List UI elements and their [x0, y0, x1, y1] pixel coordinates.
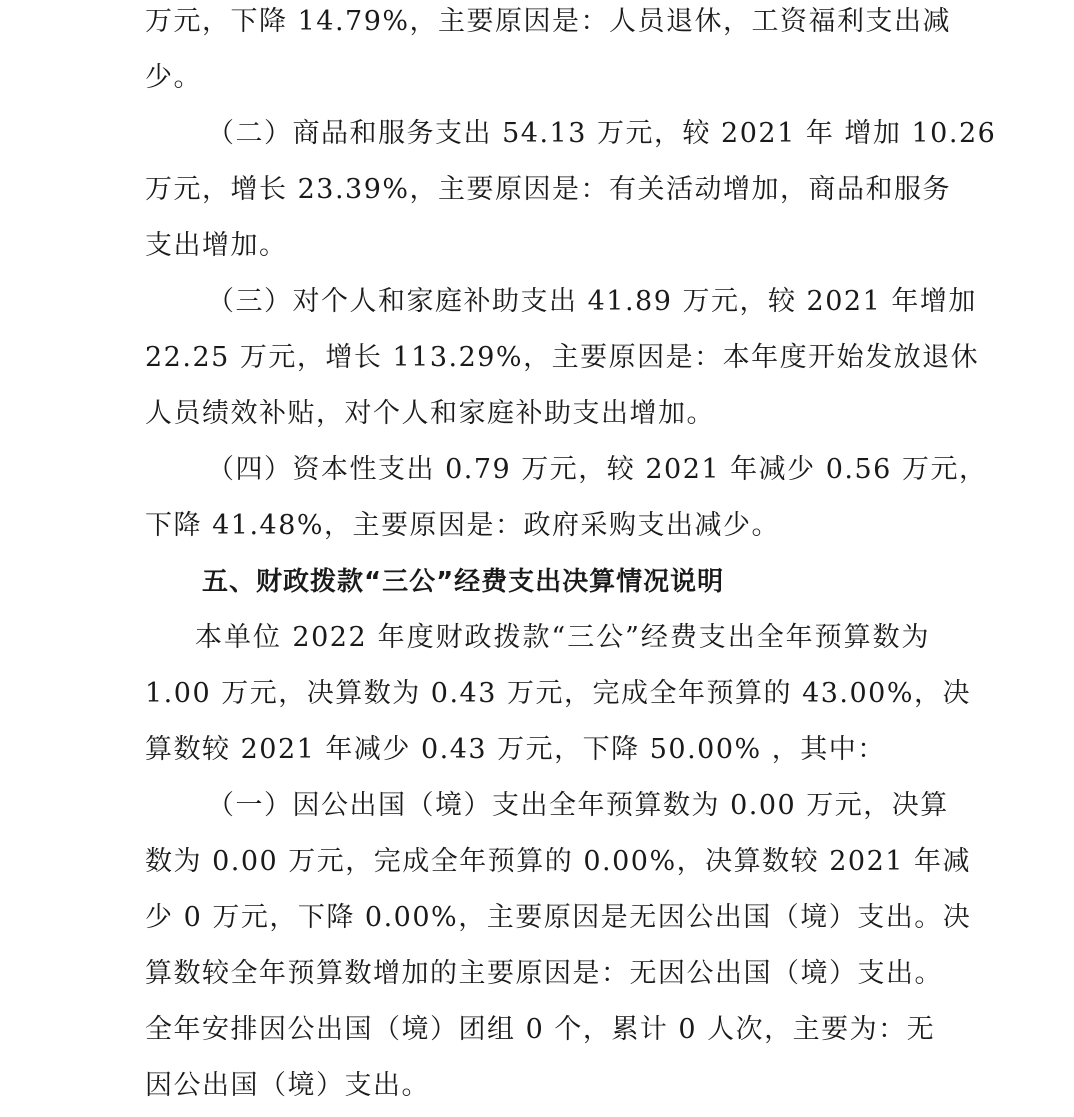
text-line: 少 0 万元，下降 0.00%，主要原因是无因公出国（境）支出。决: [145, 902, 972, 933]
text-line: 万元，下降 14.79%，主要原因是：人员退休，工资福利支出减: [145, 6, 952, 37]
paragraph-3-line: （三）对个人和家庭补助支出 41.89 万元，较 2021 年增加: [207, 286, 977, 317]
paragraph-4-line: （四）资本性支出 0.79 万元，较 2021 年减少 0.56 万元，: [207, 454, 988, 485]
text-line: 算数较 2021 年减少 0.43 万元，下降 50.00% ，其中：: [145, 734, 886, 765]
text-line: 数为 0.00 万元，完成全年预算的 0.00%，决算数较 2021 年减: [145, 846, 972, 877]
text-line: 22.25 万元，增长 113.29%，主要原因是：本年度开始发放退休: [145, 342, 980, 373]
text-line: 少。: [145, 62, 202, 93]
paragraph-5-line: 本单位 2022 年度财政拨款“三公”经费支出全年预算数为: [195, 622, 930, 653]
text-line: 万元，增长 23.39%，主要原因是：有关活动增加，商品和服务: [145, 174, 952, 205]
text-line: 下降 41.48%，主要原因是：政府采购支出减少。: [145, 510, 781, 541]
text-line: 支出增加。: [145, 230, 288, 261]
text-line: 算数较全年预算数增加的主要原因是：无因公出国（境）支出。: [145, 958, 943, 989]
paragraph-2-line: （二）商品和服务支出 54.13 万元，较 2021 年 增加 10.26: [207, 118, 997, 149]
section-heading: 五、财政拨款“三公”经费支出决算情况说明: [202, 567, 725, 597]
text-line: 全年安排因公出国（境）团组 0 个，累计 0 人次，主要为：无: [145, 1014, 936, 1045]
text-line: 因公出国（境）支出。: [145, 1070, 430, 1101]
paragraph-6-line: （一）因公出国（境）支出全年预算数为 0.00 万元，决算: [207, 790, 949, 821]
text-line: 人员绩效补贴，对个人和家庭补助支出增加。: [145, 398, 715, 429]
text-line: 1.00 万元，决算数为 0.43 万元，完成全年预算的 43.00%，决: [145, 678, 972, 709]
